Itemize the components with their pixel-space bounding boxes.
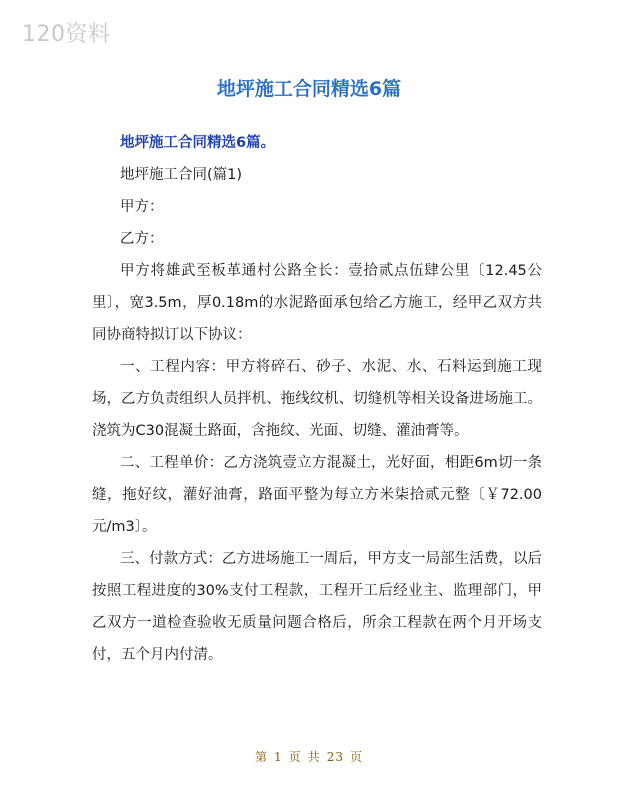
watermark: 120资料 [22,22,111,47]
document-body [92,127,542,671]
page-title: 地坪施工合同精选6篇 [216,78,402,100]
footer-suffix: 页 [349,750,363,764]
page-footer [0,748,618,765]
footer-prefix: 第 [255,750,269,764]
footer-page-word: 页 [288,750,302,764]
paragraph-payment: 三、付款方式：乙方进场施工一周后，甲方支一局部生活费，以后按照工程进度的30%支付工程款，工程开工后经业主、监理部门，甲乙双方一道检查验收无质量问题合格后，所余工程款在两个月开场支付，五个月内付清。 [92,551,542,663]
section-heading: 地坪施工合同(篇1) [120,167,243,183]
party-a-label: 甲方： [120,199,164,215]
paragraph-intro: 甲方将雄武至板革通村公路全长：壹拾贰点伍肆公里〔12.45公里〕，宽3.5m，厚0.18m的水泥路面承包给乙方施工，经甲乙双方共同协商特拟订以下协议： [92,263,542,343]
paragraph-scope: 一、工程内容：甲方将碎石、砂子、水泥、水、石料运到施工现场，乙方负责组织人员拌机、拖线纹机、切缝机等相关设备进场施工。浇筑为C30混凝土路面，含拖纹、光面、切缝、灌油膏等。 [92,359,542,439]
document-subtitle: 地坪施工合同精选6篇。 [120,135,276,151]
party-b-label: 乙方： [120,231,164,247]
footer-total-pages: 23 [326,750,344,764]
footer-total-word: 共 [307,750,321,764]
paragraph-unit-price: 二、工程单价：乙方浇筑壹立方混凝土，光好面，相距6m切一条缝，拖好纹，灌好油膏，路面平整为每立方米柒拾贰元整〔￥72.00元/m3〕。 [92,455,542,535]
footer-current-page: 1 [274,750,283,764]
